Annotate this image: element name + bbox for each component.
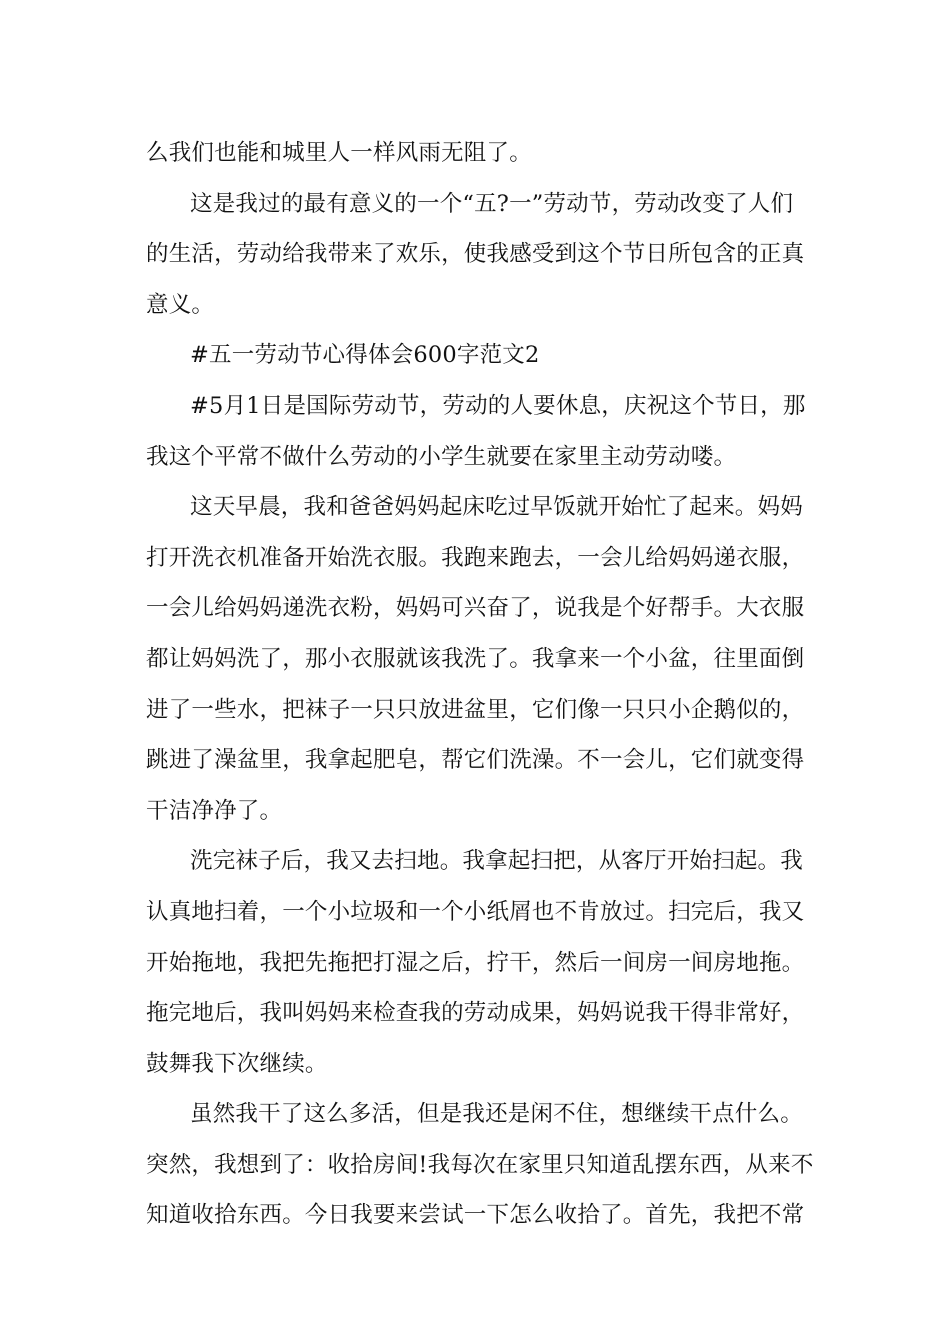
text-line: 这是我过的最有意义的一个“五?一”劳动节，劳动改变了人们 (190, 190, 794, 217)
text-line: 一会儿给妈妈递洗衣粉，妈妈可兴奋了，说我是个好帮手。大衣服 (146, 595, 805, 622)
text-line: 知道收拾东西。今日我要来尝试一下怎么收拾了。首先，我把不常 (146, 1202, 805, 1229)
text-line: 都让妈妈洗了，那小衣服就该我洗了。我拿来一个小盆，往里面倒 (146, 645, 805, 672)
text-line: 么我们也能和城里人一样风雨无阻了。 (146, 140, 532, 166)
text-line: 突然，我想到了：收拾房间!我每次在家里只知道乱摆东西，从来不 (146, 1151, 814, 1178)
paragraph-1 (146, 128, 808, 179)
text-line: 干洁净净了。 (146, 797, 283, 824)
text-line: 的生活，劳动给我带来了欢乐，使我感受到这个节日所包含的正真 (146, 241, 805, 268)
paragraph-5 (146, 836, 808, 1089)
text-line: 洗完袜子后，我又去扫地。我拿起扫把，从客厅开始扫起。我 (190, 848, 803, 875)
text-line: 进了一些水，把袜子一只只放进盆里，它们像一只只小企鹅似的， (146, 696, 805, 723)
text-line: 跳进了澡盆里，我拿起肥皂，帮它们洗澡。不一会儿，它们就变得 (146, 747, 805, 774)
text-line: 意义。 (146, 291, 215, 318)
text-line: #五一劳动节心得体会600字范文2 (190, 342, 540, 369)
section-heading (146, 330, 808, 381)
paragraph-2 (146, 179, 808, 331)
paragraph-4 (146, 482, 808, 836)
text-line: 我这个平常不做什么劳动的小学生就要在家里主动劳动喽。 (146, 443, 737, 470)
document-page (146, 128, 814, 1241)
text-line: #5月1日是国际劳动节，劳动的人要休息，庆祝这个节日，那 (190, 392, 806, 419)
text-line: 拖完地后，我叫妈妈来检查我的劳动成果，妈妈说我干得非常好， (146, 1000, 805, 1027)
text-line: 认真地扫着，一个小垃圾和一个小纸屑也不肯放过。扫完后，我又 (146, 898, 805, 925)
paragraph-3 (146, 381, 808, 482)
text-line: 打开洗衣机准备开始洗衣服。我跑来跑去，一会儿给妈妈递衣服， (146, 544, 805, 571)
text-line: 鼓舞我下次继续。 (146, 1050, 328, 1077)
text-line: 虽然我干了这么多活，但是我还是闲不住，想继续干点什么。 (190, 1101, 803, 1128)
text-line: 开始拖地，我把先拖把打湿之后，拧干，然后一间房一间房地拖。 (146, 949, 805, 976)
text-line: 这天早晨，我和爸爸妈妈起床吃过早饭就开始忙了起来。妈妈 (190, 494, 803, 521)
paragraph-6 (146, 1089, 814, 1241)
